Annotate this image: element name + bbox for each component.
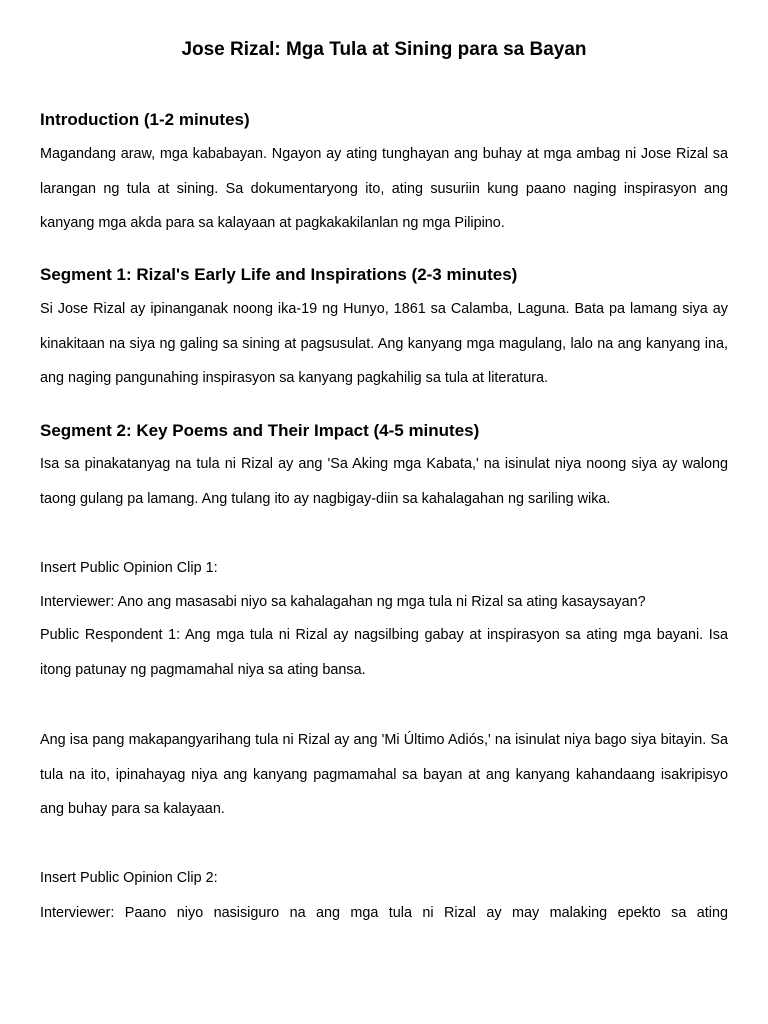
section-text-segment-1: Si Jose Rizal ay ipinanganak noong ika-19 ng Hunyo, 1861 sa Calamba, Laguna. Bata pa lamang siya ay kinakitaan na siya ng galing sa sining at pagsusulat. Ang kanyang mga magulang, lalo na ang kanyang ina, ang naging pangunahing inspirasyon sa kanyang pagkahilig sa tula at literatura. — [40, 301, 728, 386]
document-title: Jose Rizal: Mga Tula at Sining para sa Bayan — [181, 39, 587, 60]
section-text-segment-2: Isa sa pinakatanyag na tula ni Rizal ay ang 'Sa Aking mga Kabata,' na isinulat niya noong siya ay walong taong gulang pa lamang. Ang tulang ito ay nagbigay-diin sa kahalagahan ng sariling wika. — [40, 456, 728, 507]
clip-2-interviewer-question: Interviewer: Paano niyo nasisiguro na ang mga tula ni Rizal ay may malaking epekto sa ating — [40, 905, 728, 921]
clip-1-interviewer-question: Interviewer: Ano ang masasabi niyo sa kahalagahan ng mga tula ni Rizal sa ating kasaysayan? — [40, 594, 646, 610]
section-heading-introduction: Introduction (1-2 minutes) — [40, 110, 250, 129]
section-heading-segment-1: Segment 1: Rizal's Early Life and Inspirations (2-3 minutes) — [40, 265, 518, 284]
clip-1-respondent-answer: Public Respondent 1: Ang mga tula ni Rizal ay nagsilbing gabay at inspirasyon sa ating mga bayani. Isa itong patunay ng pagmamahal niya sa ating bansa. — [40, 627, 728, 678]
paragraph-mi-ultimo-adios: Ang isa pang makapangyarihang tula ni Rizal ay ang 'Mi Último Adiós,' na isinulat niya bago siya bitayin. Sa tula na ito, ipinahayag niya ang kanyang pagmamahal sa bayan at ang kanyang kahandaang isakripisyo ang buhay para sa kalayaan. — [40, 732, 728, 817]
section-heading-segment-2: Segment 2: Key Poems and Their Impact (4-5 minutes) — [40, 421, 480, 440]
clip-2-label: Insert Public Opinion Clip 2: — [40, 870, 218, 886]
section-text-introduction: Magandang araw, mga kababayan. Ngayon ay ating tunghayan ang buhay at mga ambag ni Jose Rizal sa larangan ng tula at sining. Sa dokumentaryong ito, ating susuriin kung paano naging inspirasyon ang kanyang mga akda para sa kalayaan at pagkakakilanlan ng mga Pilipino. — [40, 146, 728, 231]
clip-1-label: Insert Public Opinion Clip 1: — [40, 560, 218, 576]
